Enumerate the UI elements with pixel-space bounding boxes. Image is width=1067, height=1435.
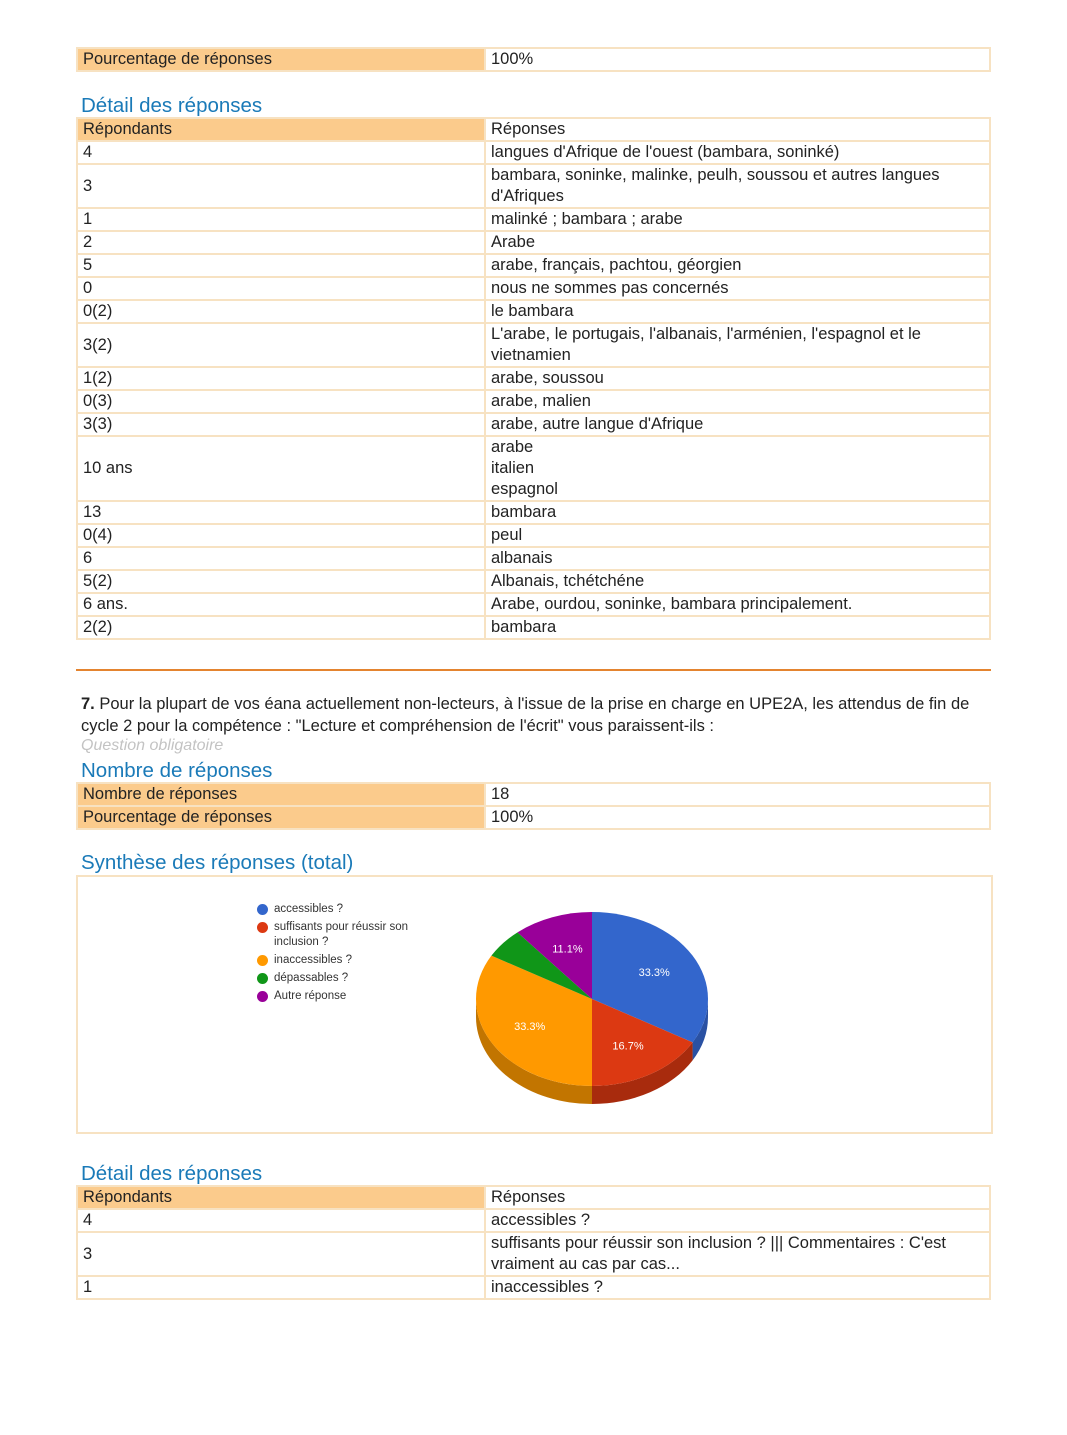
answer-cell: arabe, soussou — [485, 367, 990, 390]
pie-data-label: 33.3% — [514, 1021, 546, 1034]
respondent-cell: 4 — [77, 141, 485, 164]
table-row — [77, 1232, 990, 1276]
table-row — [77, 254, 990, 277]
answer-cell: Arabe — [485, 231, 990, 254]
table-row — [77, 208, 990, 231]
count-label: Nombre de réponses — [77, 783, 485, 806]
table-row — [77, 413, 990, 436]
respondent-cell: 3(3) — [77, 413, 485, 436]
question-number: 7. — [81, 695, 95, 713]
answer-cell: arabe italien espagnol — [485, 436, 990, 501]
response-percentage-value: 100% — [485, 48, 990, 71]
table-row — [77, 436, 990, 501]
legend-label: inaccessibles ? — [274, 954, 352, 966]
answer-cell: le bambara — [485, 300, 990, 323]
answer-cell: arabe, français, pachtou, géorgien — [485, 254, 990, 277]
table-row — [77, 323, 990, 367]
legend-label: accessibles ? — [274, 903, 344, 915]
response-percentage-table — [76, 47, 991, 72]
respondent-cell: 5(2) — [77, 570, 485, 593]
legend-label: suffisants pour réussir son inclusion ? — [274, 921, 409, 948]
respondent-cell: 1(2) — [77, 367, 485, 390]
answer-cell: nous ne sommes pas concernés — [485, 277, 990, 300]
respondent-cell: 1 — [77, 1276, 485, 1299]
respondent-cell: 0(4) — [77, 524, 485, 547]
answer-cell: langues d'Afrique de l'ouest (bambara, soninké) — [485, 141, 990, 164]
detail-table-1 — [76, 117, 991, 640]
table-row — [77, 277, 990, 300]
table-row — [77, 367, 990, 390]
table-row — [77, 593, 990, 616]
col-header-respondents: Répondants — [77, 1186, 485, 1209]
col-header-answers: Réponses — [485, 1186, 990, 1209]
question-text: Pour la plupart de vos éana actuellement non-lecteurs, à l'issue de la prise en charge en UPE2A, les attendus de fin de cycle 2 pour la compétence : "Lecture et compréhension de l'écrit" vous paraissent-ils : — [81, 695, 970, 735]
respondent-cell: 0 — [77, 277, 485, 300]
table-row — [77, 231, 990, 254]
answer-cell: bambara — [485, 616, 990, 639]
respondent-cell: 2 — [77, 231, 485, 254]
answer-cell: L'arabe, le portugais, l'albanais, l'arménien, l'espagnol et le vietnamien — [485, 323, 990, 367]
answer-cell: bambara — [485, 501, 990, 524]
respondent-cell: 10 ans — [77, 436, 485, 501]
section-divider — [76, 669, 991, 671]
counts-table — [76, 782, 991, 830]
table-row — [77, 1209, 990, 1232]
answer-cell: arabe, malien — [485, 390, 990, 413]
legend-label: Autre réponse — [274, 990, 347, 1002]
respondent-cell: 6 — [77, 547, 485, 570]
pie-data-label: 11.1% — [552, 943, 583, 956]
pie-chart-panel — [76, 875, 993, 1134]
answer-cell: albanais — [485, 547, 990, 570]
respondent-cell: 0(3) — [77, 390, 485, 413]
detail-title-2: Détail des réponses — [81, 1162, 263, 1185]
synthese-title: Synthèse des réponses (total) — [81, 851, 354, 874]
pie-data-label: 33.3% — [638, 966, 670, 979]
answer-cell: arabe, autre langue d'Afrique — [485, 413, 990, 436]
answer-cell: accessibles ? — [485, 1209, 990, 1232]
table-row — [77, 524, 990, 547]
respondent-cell: 0(2) — [77, 300, 485, 323]
respondent-cell: 6 ans. — [77, 593, 485, 616]
table-row — [77, 616, 990, 639]
respondent-cell: 5 — [77, 254, 485, 277]
question-7 — [81, 694, 986, 737]
table-row — [77, 547, 990, 570]
respondent-cell: 4 — [77, 1209, 485, 1232]
respondent-cell: 3(2) — [77, 323, 485, 367]
answer-cell: Arabe, ourdou, soninke, bambara principalement. — [485, 593, 990, 616]
answer-cell: malinké ; bambara ; arabe — [485, 208, 990, 231]
table-row — [77, 300, 990, 323]
pie-data-label: 16.7% — [612, 1040, 644, 1053]
detail-title-1: Détail des réponses — [81, 94, 263, 117]
answer-cell: peul — [485, 524, 990, 547]
pie-chart — [78, 877, 991, 1132]
answer-cell: bambara, soninke, malinke, peulh, soussou et autres langues d'Afriques — [485, 164, 990, 208]
answer-cell: inaccessibles ? — [485, 1276, 990, 1299]
required-note: Question obligatoire — [81, 737, 224, 754]
respondent-cell: 3 — [77, 164, 485, 208]
answer-cell: Albanais, tchétchéne — [485, 570, 990, 593]
percent-value: 100% — [485, 806, 990, 829]
respondent-cell: 1 — [77, 208, 485, 231]
table-row — [77, 1276, 990, 1299]
col-header-respondents: Répondants — [77, 118, 485, 141]
legend-label: dépassables ? — [274, 972, 349, 984]
table-row — [77, 390, 990, 413]
table-row — [77, 501, 990, 524]
response-percentage-label: Pourcentage de réponses — [77, 48, 485, 71]
table-row — [77, 164, 990, 208]
count-value: 18 — [485, 783, 990, 806]
respondent-cell: 3 — [77, 1232, 485, 1276]
table-row — [77, 570, 990, 593]
answer-cell: suffisants pour réussir son inclusion ? ||| Commentaires : C'est vraiment au cas par cas... — [485, 1232, 990, 1276]
detail-table-2 — [76, 1185, 991, 1300]
table-row — [77, 141, 990, 164]
respondent-cell: 2(2) — [77, 616, 485, 639]
counts-title: Nombre de réponses — [81, 759, 273, 782]
col-header-answers: Réponses — [485, 118, 990, 141]
percent-label: Pourcentage de réponses — [77, 806, 485, 829]
respondent-cell: 13 — [77, 501, 485, 524]
